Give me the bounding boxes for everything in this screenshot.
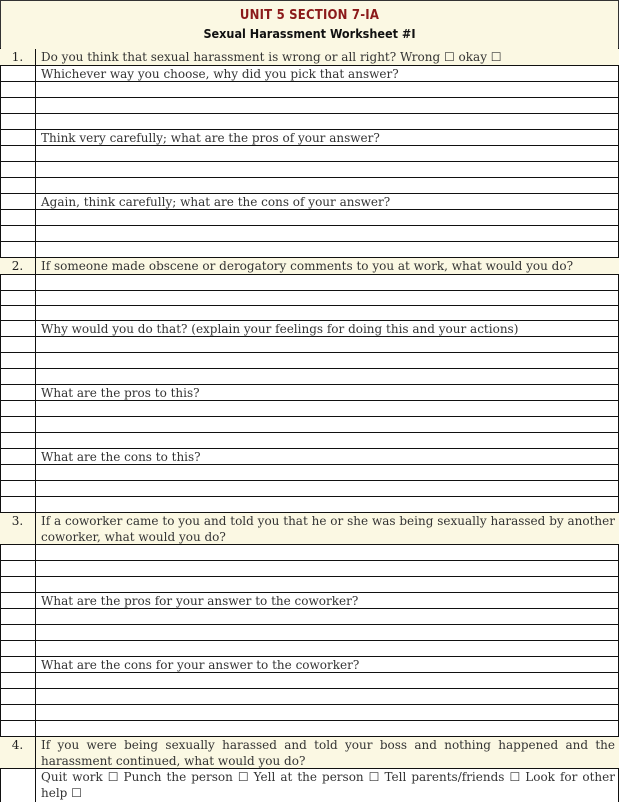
followup-row bbox=[0, 321, 619, 337]
question-row-3 bbox=[0, 513, 619, 545]
answer-field[interactable] bbox=[37, 721, 619, 736]
number-cell bbox=[0, 401, 36, 416]
question-number: 1. bbox=[0, 49, 36, 65]
answer-line bbox=[0, 705, 619, 721]
number-cell bbox=[0, 481, 36, 496]
answer-field[interactable] bbox=[37, 465, 619, 480]
followup-row bbox=[0, 657, 619, 673]
question-prompt: Do you think that sexual harassment is wrong or all right? Wrong ☐ okay ☐ bbox=[41, 50, 502, 64]
number-cell bbox=[0, 593, 36, 608]
question-number: 4. bbox=[0, 737, 36, 768]
number-cell bbox=[0, 146, 36, 161]
answer-line bbox=[0, 641, 619, 657]
followup-prompt: Why would you do that? (explain your feelings for doing this and your actions) bbox=[41, 322, 519, 336]
answer-line bbox=[0, 609, 619, 625]
answer-line bbox=[0, 689, 619, 705]
answer-field[interactable] bbox=[37, 82, 619, 97]
answer-field[interactable] bbox=[37, 146, 619, 161]
answer-line bbox=[0, 210, 619, 226]
answer-field[interactable] bbox=[37, 275, 619, 290]
answer-line bbox=[0, 306, 619, 321]
number-cell bbox=[0, 417, 36, 432]
answer-field[interactable] bbox=[37, 401, 619, 416]
answer-line bbox=[0, 291, 619, 306]
followup-prompt: What are the pros to this? bbox=[41, 386, 200, 400]
number-cell bbox=[0, 433, 36, 448]
answer-field[interactable] bbox=[37, 561, 619, 576]
followup-row bbox=[0, 385, 619, 401]
answer-field[interactable] bbox=[37, 162, 619, 177]
answer-line bbox=[0, 337, 619, 353]
answer-line bbox=[0, 242, 619, 258]
followup-row bbox=[0, 66, 619, 82]
answer-field[interactable] bbox=[37, 433, 619, 448]
followup-row bbox=[0, 449, 619, 465]
number-cell bbox=[0, 545, 36, 560]
followup-row bbox=[0, 194, 619, 210]
question-number: 3. bbox=[0, 513, 36, 544]
number-cell bbox=[0, 609, 36, 624]
number-cell bbox=[0, 385, 36, 400]
number-cell bbox=[0, 114, 36, 129]
answer-line bbox=[0, 98, 619, 114]
number-cell bbox=[0, 178, 36, 193]
number-cell bbox=[0, 162, 36, 177]
answer-field[interactable] bbox=[37, 577, 619, 592]
number-cell bbox=[0, 689, 36, 704]
number-cell bbox=[0, 66, 36, 81]
answer-line bbox=[0, 545, 619, 561]
question-row-2 bbox=[0, 258, 619, 275]
number-cell bbox=[0, 194, 36, 209]
answer-field[interactable] bbox=[37, 291, 619, 305]
followup-prompt: What are the cons for your answer to the coworker? bbox=[41, 658, 360, 672]
question-prompt: If you were being sexually harassed and told your boss and nothing happened and the harassment continued, what would you do? bbox=[41, 738, 615, 768]
answer-field[interactable] bbox=[37, 306, 619, 320]
answer-field[interactable] bbox=[37, 417, 619, 432]
number-cell bbox=[0, 210, 36, 225]
answer-line bbox=[0, 353, 619, 369]
answer-field[interactable] bbox=[37, 226, 619, 241]
answer-line bbox=[0, 275, 619, 291]
number-cell bbox=[0, 98, 36, 113]
answer-field[interactable] bbox=[37, 242, 619, 257]
answer-line bbox=[0, 369, 619, 385]
number-cell bbox=[0, 291, 36, 305]
number-cell bbox=[0, 625, 36, 640]
number-cell bbox=[0, 369, 36, 384]
number-cell bbox=[0, 465, 36, 480]
answer-line bbox=[0, 82, 619, 98]
answer-line bbox=[0, 561, 619, 577]
number-cell bbox=[0, 769, 36, 802]
answer-field[interactable] bbox=[37, 353, 619, 368]
answer-line bbox=[0, 433, 619, 449]
worksheet-title: Sexual Harassment Worksheet #I bbox=[203, 26, 416, 41]
answer-field[interactable] bbox=[37, 114, 619, 129]
answer-field[interactable] bbox=[37, 481, 619, 496]
answer-line bbox=[0, 226, 619, 242]
answer-line bbox=[0, 178, 619, 194]
number-cell bbox=[0, 561, 36, 576]
number-cell bbox=[0, 321, 36, 336]
question-prompt: If a coworker came to you and told you that he or she was being sexually harassed by another coworker, what would you do? bbox=[41, 514, 615, 544]
followup-prompt[interactable]: Quit work ☐ Punch the person ☐ Yell at the person ☐ Tell parents/friends ☐ Look for other help ☐ bbox=[41, 770, 615, 800]
answer-line bbox=[0, 625, 619, 641]
answer-field[interactable] bbox=[37, 545, 619, 560]
answer-line bbox=[0, 417, 619, 433]
answer-line bbox=[0, 577, 619, 593]
number-cell bbox=[0, 673, 36, 688]
number-cell bbox=[0, 337, 36, 352]
answer-line bbox=[0, 481, 619, 497]
number-cell bbox=[0, 705, 36, 720]
answer-line bbox=[0, 162, 619, 178]
number-cell bbox=[0, 275, 36, 290]
followup-row bbox=[0, 130, 619, 146]
number-cell bbox=[0, 82, 36, 97]
answer-field[interactable] bbox=[37, 369, 619, 384]
question-row-4 bbox=[0, 737, 619, 769]
question-row-1 bbox=[0, 49, 619, 66]
answer-line bbox=[0, 146, 619, 162]
number-cell bbox=[0, 497, 36, 512]
followup-row bbox=[0, 593, 619, 609]
answer-line bbox=[0, 114, 619, 130]
unit-title: UNIT 5 SECTION 7-IA bbox=[239, 8, 380, 23]
answer-field[interactable] bbox=[37, 705, 619, 720]
number-cell bbox=[0, 353, 36, 368]
answer-line bbox=[0, 401, 619, 417]
answer-field[interactable] bbox=[37, 609, 619, 624]
worksheet-header bbox=[0, 0, 619, 51]
number-cell bbox=[0, 577, 36, 592]
followup-prompt: Again, think carefully; what are the cons of your answer? bbox=[41, 195, 391, 209]
answer-field[interactable] bbox=[37, 641, 619, 656]
answer-line bbox=[0, 465, 619, 481]
answer-field[interactable] bbox=[37, 337, 619, 352]
answer-field[interactable] bbox=[37, 210, 619, 225]
answer-field[interactable] bbox=[37, 98, 619, 113]
answer-field[interactable] bbox=[37, 625, 619, 640]
answer-line bbox=[0, 673, 619, 689]
question-number: 2. bbox=[0, 258, 36, 274]
answer-line bbox=[0, 721, 619, 737]
number-cell bbox=[0, 130, 36, 145]
number-cell bbox=[0, 721, 36, 736]
followup-prompt: What are the cons to this? bbox=[41, 450, 201, 464]
number-cell bbox=[0, 226, 36, 241]
answer-field[interactable] bbox=[37, 689, 619, 704]
number-cell bbox=[0, 641, 36, 656]
number-cell bbox=[0, 242, 36, 257]
number-cell bbox=[0, 306, 36, 320]
number-cell bbox=[0, 657, 36, 672]
answer-field[interactable] bbox=[37, 178, 619, 193]
answer-field[interactable] bbox=[37, 497, 619, 512]
followup-prompt: What are the pros for your answer to the coworker? bbox=[41, 594, 359, 608]
number-cell bbox=[0, 449, 36, 464]
question-prompt: If someone made obscene or derogatory comments to you at work, what would you do? bbox=[41, 259, 574, 273]
answer-line bbox=[0, 497, 619, 513]
followup-prompt: Whichever way you choose, why did you pick that answer? bbox=[41, 67, 399, 81]
followup-prompt: Think very carefully; what are the pros of your answer? bbox=[41, 131, 380, 145]
answer-field[interactable] bbox=[37, 673, 619, 688]
followup-row bbox=[0, 769, 619, 802]
